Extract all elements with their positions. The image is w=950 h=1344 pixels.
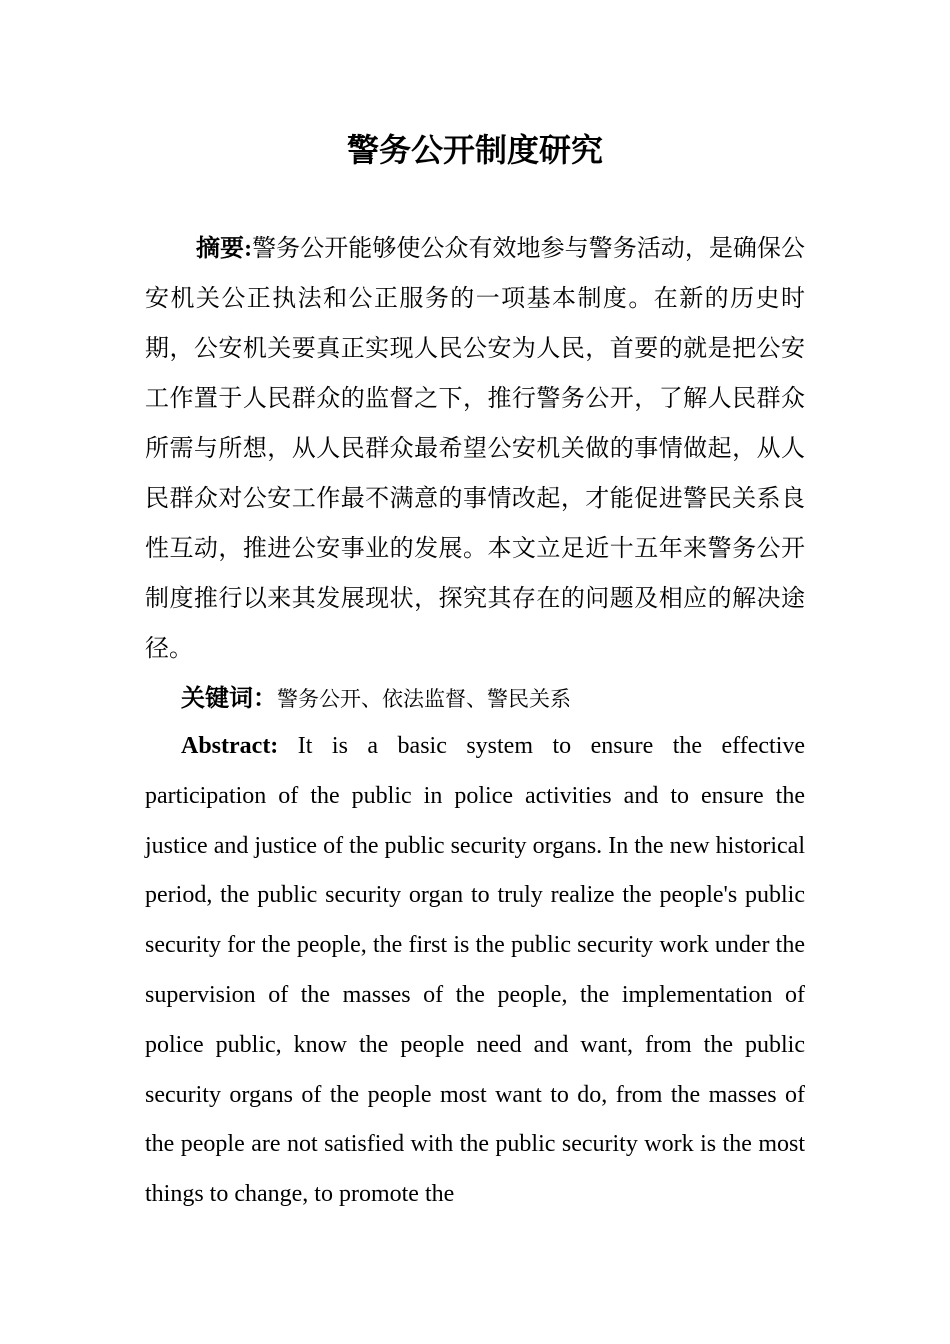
- keywords: [145, 674, 805, 724]
- abstract-english: [145, 722, 805, 1220]
- abstract-chinese-label: 摘要:: [196, 236, 253, 262]
- abstract-chinese: [145, 224, 805, 674]
- keywords-value: 警务公开、依法监督、警民关系: [277, 687, 571, 711]
- page-title: 警务公开制度研究: [346, 132, 603, 168]
- abstract-english-text: It is a basic system to ensure the effective participation of the public in police activities and to ensure the justice and justice of the public security organs. In the new historical period, the public security organ to truly realize the people's public security for the people, the first is the public security work under the supervision of the masses of the people, the implementation of police public, know the people need and want, from the public security organs of the people most want to do, from the masses of the people are not satisfied with the public security work is the most things to change, to promote the: [145, 733, 806, 1208]
- abstract-english-label: Abstract:: [181, 733, 279, 759]
- abstract-chinese-text: 警务公开能够使公众有效地参与警务活动，是确保公安机关公正执法和公正服务的一项基本制度。在新的历史时期，公安机关要真正实现人民公安为人民，首要的就是把公安工作置于人民群众的监督之下，推行警务公开，了解人民群众所需与所想，从人民群众最希望公安机关做的事情做起，从人民群众对公安工作最不满意的事情改起，才能促进警民关系良性互动，推进公安事业的发展。本文立足近十五年来警务公开制度推行以来其发展现状，探究其存在的问题及相应的解决途径。: [145, 236, 805, 662]
- keywords-label: 关键词：: [181, 686, 277, 712]
